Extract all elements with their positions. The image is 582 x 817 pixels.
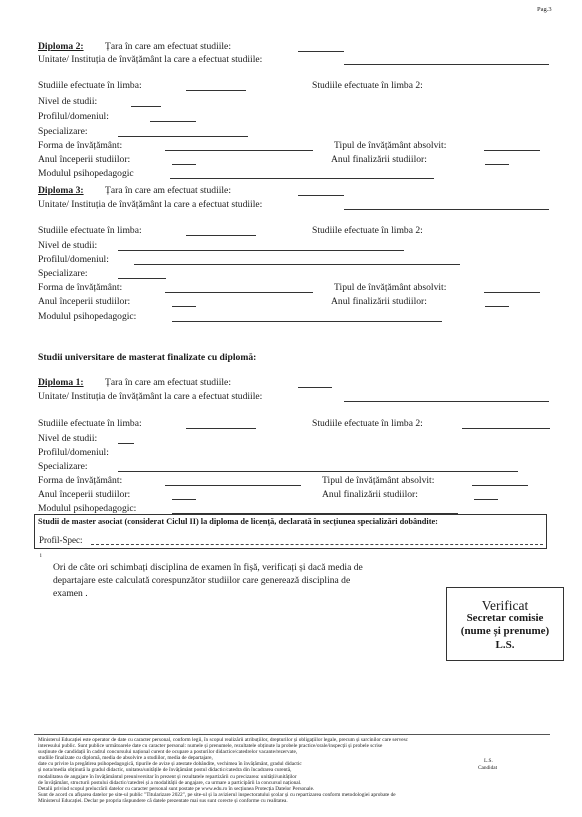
lang1-field[interactable]: [186, 235, 256, 236]
profile-field[interactable]: [150, 121, 196, 122]
start-year-label: Anul începerii studiilor:: [38, 489, 131, 500]
profile-label: Profilul/domeniul:: [38, 447, 109, 458]
legal-line: studiile finalizate cu diplomă, media de absolvire a studiilor, media de departajare,: [38, 755, 213, 762]
footer-separator: [34, 734, 550, 735]
verification-title: Verificat: [481, 598, 529, 613]
lang2-label: Studiile efectuate în limba 2:: [312, 225, 423, 236]
psyped-label: Modulul psihopedagogic: [38, 168, 134, 179]
verification-box: [446, 587, 564, 661]
level-field[interactable]: [118, 250, 404, 251]
legal-line: Sunt de acord cu afișarea datelor pe site-ul public "Titularizare 2022", pe site-ul și la avizierul inspectoratului școlar și cu repartizarea conform metodologiei aprobate de: [38, 791, 396, 798]
level-label: Nivel de studii:: [38, 433, 98, 444]
lang1-field[interactable]: [186, 428, 256, 429]
master-section-title: Studii universitare de masterat finalizate cu diplomă:: [38, 352, 257, 363]
lang2-label: Studiile efectuate în limba 2:: [312, 80, 423, 91]
footnote-marker: i: [40, 553, 42, 559]
type-field[interactable]: [484, 292, 540, 293]
associated-master-title: Studii de master asociat (considerat Ciclul II) la diploma de licență, declarată în secțiunea specializări dobândite:: [38, 517, 438, 526]
type-label: Tipul de învățământ absolvit:: [334, 282, 447, 293]
institution-field[interactable]: [344, 64, 549, 65]
specialization-label: Specializare:: [38, 461, 88, 472]
footnote-line-3: examen .: [53, 588, 88, 599]
associated-master-box: [34, 514, 547, 549]
start-year-label: Anul începerii studiilor:: [38, 296, 131, 307]
level-label: Nivel de studii:: [38, 240, 98, 251]
form-field[interactable]: [165, 292, 313, 293]
institution-label: Unitate/ Instituția de învățământ la care a efectuat studiile:: [38, 199, 263, 210]
specialization-label: Specializare:: [38, 126, 88, 137]
page-number: Pag.3: [537, 6, 552, 13]
diploma-3-title: Diploma 3:: [38, 185, 84, 196]
level-field[interactable]: [118, 443, 134, 444]
psyped-label: Modulul psihopedagogic:: [38, 503, 137, 514]
level-field[interactable]: [131, 106, 161, 107]
psyped-field[interactable]: [170, 178, 434, 179]
lang1-label: Studiile efectuate în limba:: [38, 418, 142, 429]
end-year-field[interactable]: [485, 164, 509, 165]
country-field[interactable]: [298, 195, 344, 196]
start-year-field[interactable]: [172, 499, 196, 500]
form-field[interactable]: [165, 150, 313, 151]
start-year-field[interactable]: [172, 164, 196, 165]
specialization-field[interactable]: [118, 471, 518, 472]
start-year-label: Anul începerii studiilor:: [38, 154, 131, 165]
lang2-field[interactable]: [462, 428, 550, 429]
type-label: Tipul de învățământ absolvit:: [334, 140, 447, 151]
end-year-label: Anul finalizării studiilor:: [331, 154, 427, 165]
master-diploma-1-title: Diploma 1:: [38, 377, 84, 388]
country-label: Țara în care am efectuat studiile:: [105, 185, 231, 196]
country-label: Țara în care am efectuat studiile:: [105, 41, 231, 52]
footnote-line-1: Ori de câte ori schimbați disciplina de examen în fișă, verificați și dacă media de: [53, 562, 363, 573]
profile-label: Profilul/domeniul:: [38, 111, 109, 122]
psyped-field[interactable]: [172, 321, 442, 322]
lang2-label: Studiile efectuate în limba 2:: [312, 418, 423, 429]
country-field[interactable]: [298, 387, 332, 388]
form-label: Forma de învățământ:: [38, 282, 123, 293]
legal-line: date cu privire la pregătirea psihopedagogică, tipurile de avize și atestate dobândite, vechimea în învățământ, gradul didactic: [38, 761, 302, 768]
specialization-field[interactable]: [118, 278, 166, 279]
profile-label: Profilul/domeniul:: [38, 254, 109, 265]
country-field[interactable]: [298, 51, 344, 52]
lang1-label: Studiile efectuate în limba:: [38, 80, 142, 91]
legal-line: susținute de candidații în cadrul concursului național curent de ocupare a posturilor didactice/catedrelor vacante/rezervate,: [38, 749, 298, 756]
start-year-field[interactable]: [172, 306, 196, 307]
end-year-field[interactable]: [485, 306, 509, 307]
diploma-2-title: Diploma 2:: [38, 41, 84, 52]
legal-line: Ministerul Educației este operator de date cu caracter personal, conform legii, în scopul realizării atribuțiilor, drepturilor și obligațiilor legale, precum și sarcinilor care servesc: [38, 737, 408, 743]
specialization-field[interactable]: [118, 136, 248, 137]
legal-line: și nota/media obținută la gradul didactic, unitatea/unitățile de învățământ postul didactic/catedra din încadrarea curentă,: [38, 767, 292, 774]
type-field[interactable]: [472, 485, 528, 486]
verification-stamp: L.S.: [495, 639, 515, 651]
profile-spec-label: Profil-Spec:: [39, 535, 83, 545]
candidate-ls: L.S.: [484, 758, 493, 764]
form-label: Forma de învățământ:: [38, 140, 123, 151]
lang1-label: Studiile efectuate în limba:: [38, 225, 142, 236]
legal-text: [38, 737, 550, 804]
profile-field[interactable]: [134, 264, 460, 265]
candidate-label: Candidat: [478, 765, 498, 771]
institution-label: Unitate/ Instituția de învățământ la care a efectuat studiile:: [38, 54, 263, 65]
form-label: Forma de învățământ:: [38, 475, 123, 486]
legal-line: de învățământ, structurii postului didactic/catedrei și a modalității de angajare, ca urmare a participării la concursul național.: [38, 779, 302, 786]
end-year-label: Anul finalizării studiilor:: [322, 489, 418, 500]
legal-line: Ministerul Educației. Declar pe propria răspundere că datele prezentate mai sus sunt corecte și conforme cu realitatea.: [38, 797, 288, 804]
institution-label: Unitate/ Instituția de învățământ la care a efectuat studiile:: [38, 391, 263, 402]
verification-line-2: (nume și prenume): [460, 625, 550, 637]
profile-spec-field[interactable]: [91, 544, 543, 545]
form-field[interactable]: [165, 485, 301, 486]
country-label: Țara în care am efectuat studiile:: [105, 377, 231, 388]
type-label: Tipul de învățământ absolvit:: [322, 475, 435, 486]
end-year-label: Anul finalizării studiilor:: [331, 296, 427, 307]
specialization-label: Specializare:: [38, 268, 88, 279]
legal-line: interesului public. Sunt publice următoarele date cu caracter personal: numele și prenumele, rezultatele obținute la probele practice/orale/inspecții și probele scrise: [38, 743, 383, 750]
legal-line: modalitatea de angajare în învățământul preuniversitar în prezent și rezultatele repartizării cu precizarea: unității/unităților: [38, 773, 297, 780]
verification-line-1: Secretar comisie: [466, 612, 544, 624]
type-field[interactable]: [484, 150, 540, 151]
legal-line: Detalii privind scopul prelucrării datelor cu caracter personal sunt postate pe www.edu.ro în secțiunea Protecția Datelor Personale.: [38, 785, 315, 792]
footnote-line-2: departajare este calculată corespunzător studiilor care generează disciplina de: [53, 575, 351, 586]
institution-field[interactable]: [344, 209, 549, 210]
end-year-field[interactable]: [474, 499, 498, 500]
psyped-label: Modulul psihopedagogic:: [38, 311, 137, 322]
lang1-field[interactable]: [186, 90, 246, 91]
institution-field[interactable]: [344, 401, 549, 402]
level-label: Nivel de studii:: [38, 96, 98, 107]
